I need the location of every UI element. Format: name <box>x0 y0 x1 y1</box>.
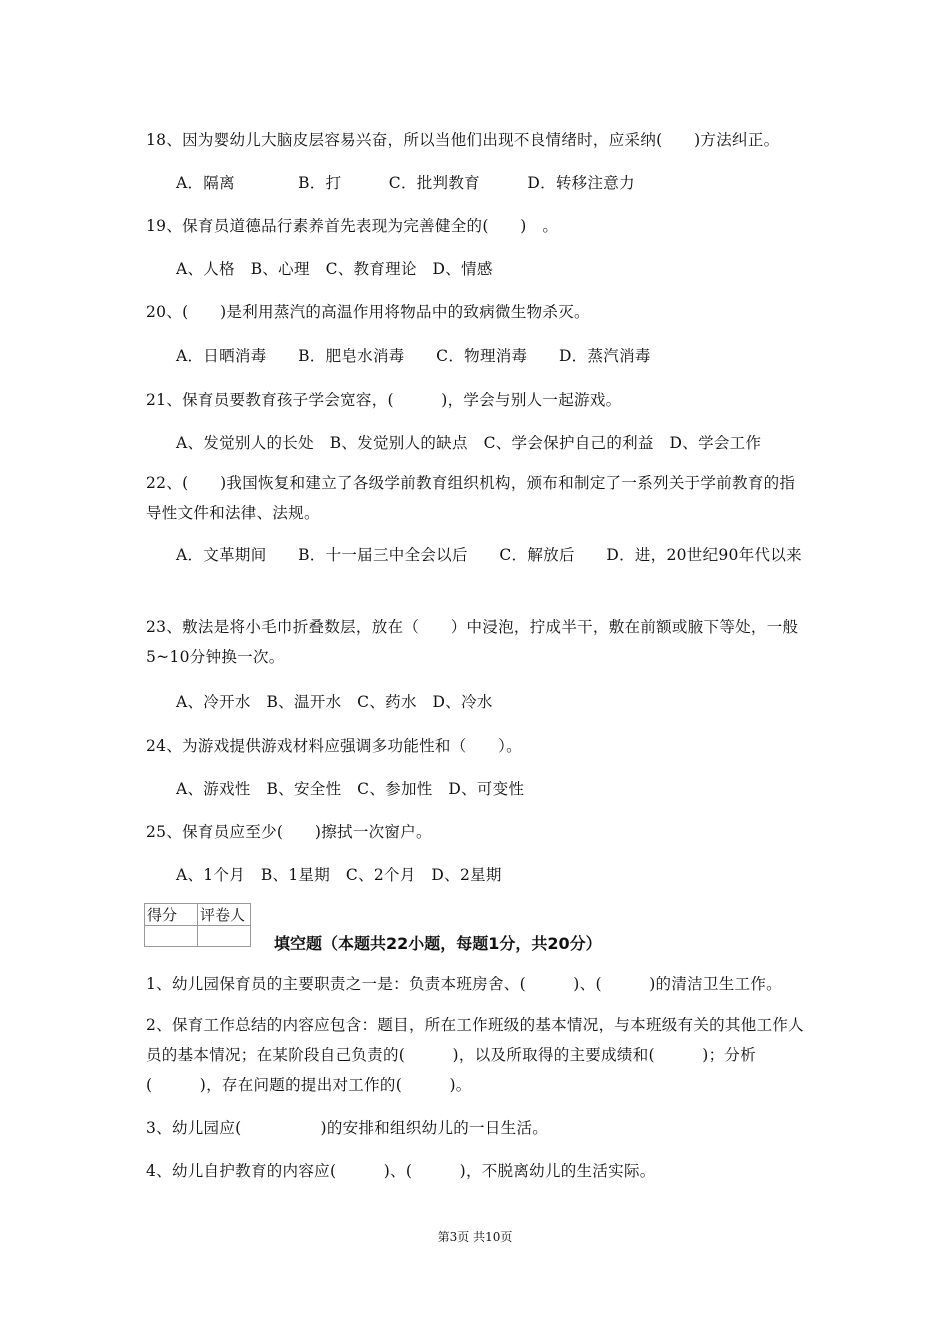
question-18-stem: 18、因为婴幼儿大脑皮层容易兴奋，所以当他们出现不良情绪时，应采纳( )方法纠正。 <box>146 131 780 149</box>
question-19-options: A、人格 B、心理 C、教育理论 D、情感 <box>176 260 493 278</box>
question-23-options: A、冷开水 B、温开水 C、药水 D、冷水 <box>176 693 493 711</box>
fill-in-2: 2、保育工作总结的内容应包含：题目，所在工作班级的基本情况，与本班级有关的其他工作人员的基本情况；在某阶段自己负责的( )，以及所取得的主要成绩和( )；分析( )，存在问题的提出对工作的( )。 <box>146 1016 804 1094</box>
fill-in-1: 1、幼儿园保育员的主要职责之一是：负责本班房舍、( )、( )的清洁卫生工作。 <box>146 975 782 993</box>
question-21-stem: 21、保育员要教育孩子学会宽容，( )，学会与别人一起游戏。 <box>146 391 622 409</box>
score-box <box>144 903 251 947</box>
fill-in-3: 3、幼儿园应( )的安排和组织幼儿的一日生活。 <box>146 1119 549 1137</box>
question-25-options: A、1个月 B、1星期 C、2个月 D、2星期 <box>176 866 502 884</box>
question-24-options: A、游戏性 B、安全性 C、参加性 D、可变性 <box>176 780 525 798</box>
question-22-options: A．文革期间 B．十一届三中全会以后 C．解放后 D．进，20世纪90年代以来 <box>176 546 802 564</box>
grader-label: 评卷人 <box>198 904 251 926</box>
page-footer: 第3页 共10页 <box>437 1230 513 1244</box>
question-20-stem: 20、( )是利用蒸汽的高温作用将物品中的致病微生物杀灭。 <box>146 303 590 321</box>
question-24-stem: 24、为游戏提供游戏材料应强调多功能性和（ ）。 <box>146 737 522 755</box>
score-cell <box>145 926 198 947</box>
section-title: 填空题（本题共22小题，每题1分，共20分） <box>274 934 602 953</box>
question-25-stem: 25、保育员应至少( )擦拭一次窗户。 <box>146 823 432 841</box>
fill-in-4: 4、幼儿自护教育的内容应( )、( )，不脱离幼儿的生活实际。 <box>146 1162 656 1180</box>
question-21-options: A、发觉别人的长处 B、发觉别人的缺点 C、学会保护自己的利益 D、学会工作 <box>176 434 762 452</box>
question-20-options: A．日晒消毒 B．肥皂水消毒 C．物理消毒 D．蒸汽消毒 <box>176 347 651 365</box>
score-label: 得分 <box>145 904 198 926</box>
grader-cell <box>198 926 251 947</box>
question-23-stem: 23、敷法是将小毛巾折叠数层，放在（ ）中浸泡，拧成半干，敷在前额或腋下等处，一般5~10分钟换一次。 <box>146 618 799 666</box>
question-22-stem: 22、( )我国恢复和建立了各级学前教育组织机构，颁布和制定了一系列关于学前教育的指导性文件和法律、法规。 <box>146 474 796 522</box>
question-18-options: A．隔离 B．打 C．批判教育 D．转移注意力 <box>176 174 635 192</box>
question-19-stem: 19、保育员道德品行素养首先表现为完善健全的( ) 。 <box>146 217 559 235</box>
